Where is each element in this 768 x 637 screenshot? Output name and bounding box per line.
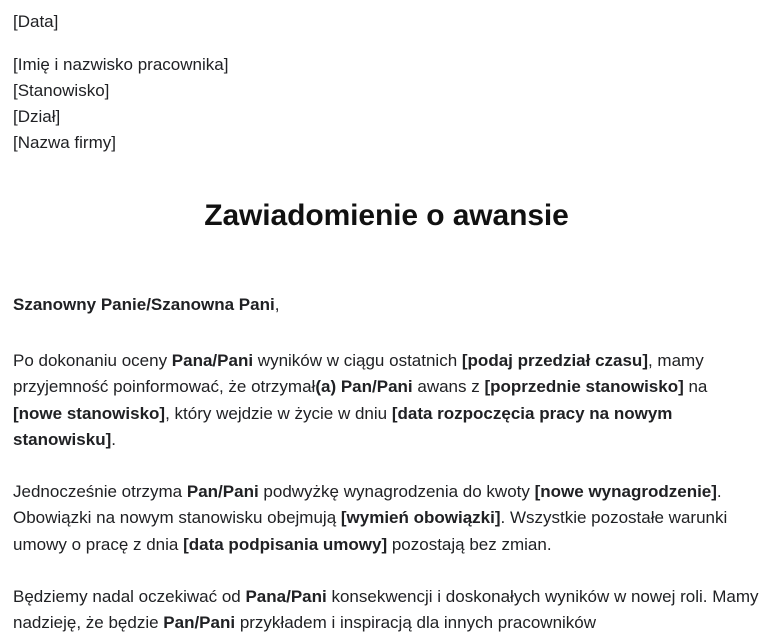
- salutation: [13, 292, 760, 318]
- text-run: konsekwencji i doskonałych wyników w nowej roli. Mamy nadzieję, że będzie: [13, 587, 759, 633]
- document-recipient-block: [13, 52, 760, 156]
- placeholder-token: [data rozpoczęcia pracy na nowym stanowisku]: [13, 403, 673, 449]
- salutation-bold: Szanowny Panie/Szanowna Pani: [13, 295, 275, 314]
- placeholder-token: [nowe wynagrodzenie]: [534, 482, 717, 502]
- text-run: awans z: [412, 377, 485, 397]
- text-run: Jednocześnie otrzyma: [13, 482, 187, 502]
- paragraph-expectations: [13, 584, 760, 637]
- recipient-field-position: [Stanowisko]: [13, 81, 110, 100]
- placeholder-token: [wymień obowiązki]: [340, 508, 501, 528]
- text-run: Po dokonaniu oceny: [13, 351, 172, 370]
- placeholder-token: [podaj przedział czasu]: [461, 351, 648, 370]
- document-header-fields: [13, 9, 760, 35]
- placeholder-token: Pan/Pani: [163, 613, 236, 633]
- text-run: . Wszystkie pozostałe warunki umowy o pracę z dnia: [13, 508, 728, 554]
- text-run: na: [683, 377, 708, 397]
- recipient-field-name: [Imię i nazwisko pracownika]: [13, 55, 229, 74]
- placeholder-token: [poprzednie stanowisko]: [484, 377, 684, 397]
- placeholder-token: Pana/Pani: [245, 587, 327, 607]
- placeholder-token: Pana/Pani: [171, 351, 254, 370]
- text-run: .: [111, 429, 116, 449]
- placeholder-token: (a) Pan/Pani: [315, 377, 413, 397]
- header-spacer: [13, 35, 760, 52]
- paragraph-promotion-details: [13, 348, 760, 453]
- placeholder-token: [nowe stanowisko]: [13, 403, 166, 423]
- paragraph-salary-duties: [13, 479, 760, 558]
- text-run: , który wejdzie w życie w dniu: [165, 403, 392, 423]
- text-run: Będziemy nadal oczekiwać od: [13, 587, 246, 607]
- text-run: . Obowiązki na nowym stanowisku obejmują: [13, 482, 722, 528]
- text-run: przykładem i inspiracją dla innych pracowników: [235, 613, 597, 633]
- page-title: Zawiadomienie o awansie: [204, 199, 569, 232]
- recipient-field-company: [Nazwa firmy]: [13, 133, 116, 152]
- placeholder-token: [data podpisania umowy]: [183, 534, 388, 554]
- text-run: , mamy przyjemność poinformować, że otrzymał: [13, 351, 704, 397]
- text-run: pozostają bez zmian.: [387, 534, 552, 554]
- salutation-tail: ,: [274, 295, 280, 314]
- text-run: wyników w ciągu ostatnich: [253, 351, 462, 370]
- text-run: podwyżkę wynagrodzenia do kwoty: [258, 482, 535, 502]
- recipient-field-department: [Dział]: [13, 107, 61, 126]
- header-field-date: [Data]: [13, 12, 59, 31]
- placeholder-token: Pan/Pani: [186, 482, 259, 502]
